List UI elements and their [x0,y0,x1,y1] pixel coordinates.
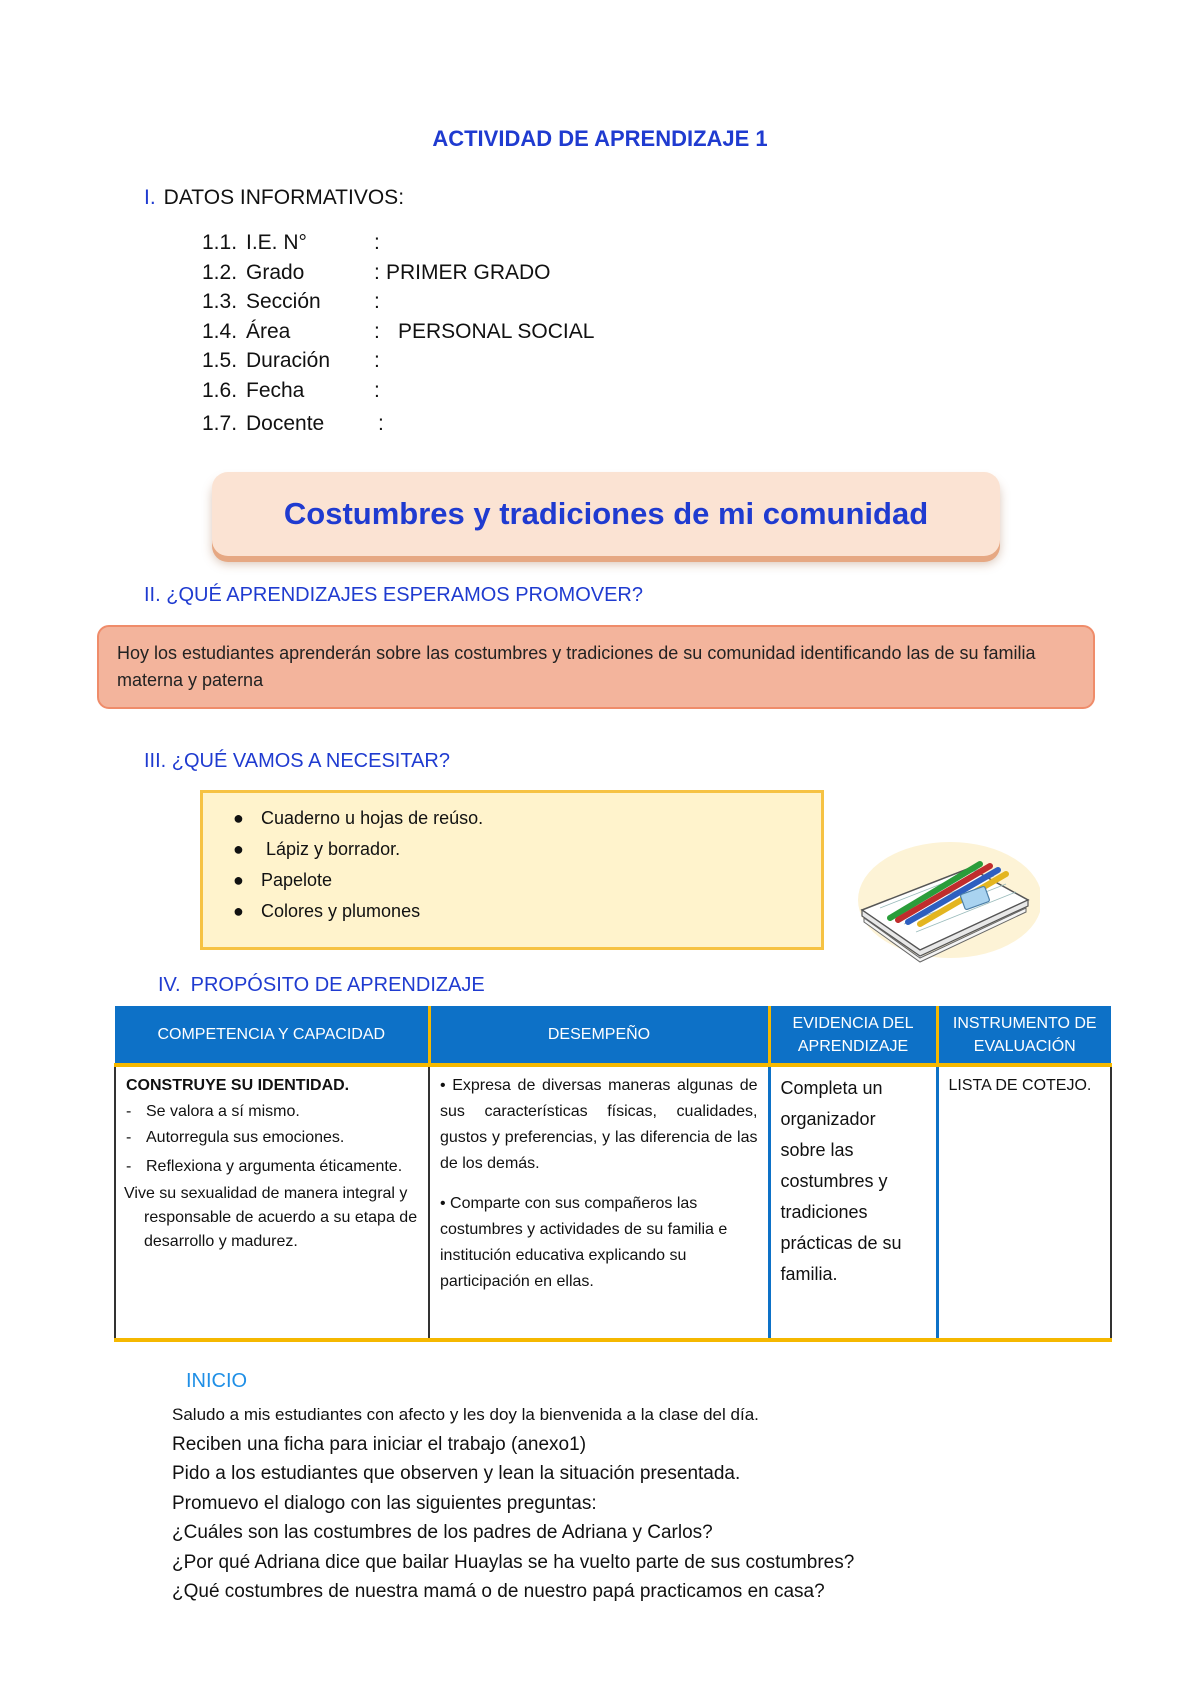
notebook-pencils-illustration [850,838,1040,968]
material-label: Colores y plumones [261,901,421,921]
row-label: Grado [246,260,305,284]
row-separator: : [374,349,380,372]
column-header-evidencia: EVIDENCIA DEL APRENDIZAJE [769,1006,937,1065]
section-roman-numeral: I. [144,186,156,209]
desempeno-item: • Comparte con sus compañeros las costumbres y actividades de su familia e institución educativa explicando su participación en ellas. [440,1195,728,1290]
row-number: 1.5. [202,349,238,372]
section-proposito-heading [158,974,485,997]
bullet-icon: ● [233,870,244,890]
section-necesitar-heading: III. ¿QUÉ VAMOS A NECESITAR? [144,750,450,772]
row-separator: : [374,231,380,254]
section-heading-text: DATOS INFORMATIVOS: [163,186,405,209]
list-item [233,834,821,865]
column-header-instrumento: INSTRUMENTO DE EVALUACIÓN [937,1006,1111,1065]
page-title: ACTIVIDAD DE APRENDIZAJE 1 [432,126,768,151]
datos-row-ie [202,228,594,258]
aprendizajes-description: Hoy los estudiantes aprenderán sobre las costumbres y tradiciones de su comunidad identificando las de su familia materna y paterna [97,625,1095,709]
table-row [115,1065,1111,1340]
inicio-body [172,1400,854,1607]
inicio-line: Promuevo el dialogo con las siguientes preguntas: [172,1492,597,1514]
row-label: Docente [246,412,325,435]
material-label: Lápiz y borrador. [261,839,401,859]
capacidad-extra: Vive su sexualidad de manera integral y responsable de acuerdo a su etapa de desarrollo y madurez. [124,1185,418,1250]
row-separator: : [374,260,380,284]
topic-banner: Costumbres y tradiciones de mi comunidad [212,472,1000,556]
table-header-row [115,1006,1111,1065]
row-number: 1.6. [202,378,238,402]
row-label: Duración [246,349,331,372]
datos-informativos-list [202,228,594,439]
capacidad-item: - Reflexiona y argumenta éticamente. [126,1155,418,1178]
inicio-line: ¿Qué costumbres de nuestra mamá o de nuestro papá practicamos en casa? [172,1581,825,1602]
section-datos-heading [144,186,404,210]
datos-row-seccion [202,287,594,317]
capacidad-item: - Se valora a sí mismo. [126,1099,418,1125]
row-separator: : [374,378,380,402]
cell-desempeno [429,1065,769,1340]
inicio-line: ¿Por qué Adriana dice que bailar Huaylas se ha vuelto parte de sus costumbres? [172,1551,855,1573]
section-roman-numeral: IV. [158,974,181,996]
bullet-icon: ● [233,808,244,828]
cell-evidencia: Completa un organizador sobre las costumbres y tradiciones prácticas de su familia. [769,1065,937,1340]
competencia-title: CONSTRUYE SU IDENTIDAD. [126,1077,350,1094]
row-label: I.E. N° [246,231,307,254]
inicio-line: Saludo a mis estudiantes con afecto y les doy la bienvenida a la clase del día. [172,1405,759,1424]
inicio-line: Pido a los estudiantes que observen y lean la situación presentada. [172,1463,741,1484]
desempeno-item: • Expresa de diversas maneras algunas de sus características físicas, cualidades, gustos y preferencias, y las diferencia de las de los demás. [440,1077,758,1172]
capacidad-label: Reflexiona y argumenta éticamente. [146,1158,403,1175]
bullet-icon: ● [233,839,244,859]
capacidad-label: Autorregula sus emociones. [146,1129,345,1146]
section-aprendizajes-heading: II. ¿QUÉ APRENDIZAJES ESPERAMOS PROMOVER? [144,584,643,606]
proposito-table [114,1006,1110,1342]
inicio-heading: INICIO [186,1370,248,1392]
row-separator: : [374,319,380,343]
row-separator: : [378,412,384,435]
material-label: Papelote [261,870,333,890]
datos-row-area [202,317,594,347]
row-number: 1.2. [202,260,238,284]
datos-row-duracion [202,346,594,376]
bullet-icon: ● [233,901,244,921]
capacidad-label: Se valora a sí mismo. [146,1103,300,1120]
cell-instrumento: LISTA DE COTEJO. [937,1065,1111,1340]
row-value: PERSONAL SOCIAL [398,319,595,343]
inicio-line: Reciben una ficha para iniciar el trabajo (anexo1) [172,1433,587,1455]
list-item [233,896,821,927]
inicio-line: ¿Cuáles son las costumbres de los padres de Adriana y Carlos? [172,1522,713,1543]
list-item [233,865,821,896]
section-heading-text: PROPÓSITO DE APRENDIZAJE [190,974,485,996]
datos-row-fecha [202,376,594,406]
row-label: Área [246,319,291,343]
row-number: 1.1. [202,231,238,254]
column-header-competencia: COMPETENCIA Y CAPACIDAD [115,1006,429,1065]
column-header-desempeno: DESEMPEÑO [429,1006,769,1065]
list-item [233,803,821,834]
row-value: PRIMER GRADO [386,260,551,284]
row-separator: : [374,290,380,313]
row-label: Sección [246,290,321,313]
datos-row-grado [202,258,594,288]
cell-competencia [115,1065,429,1340]
capacidad-item: - Autorregula sus emociones. [126,1125,418,1151]
datos-row-docente [202,409,594,439]
row-number: 1.7. [202,412,238,435]
row-number: 1.3. [202,290,238,313]
material-label: Cuaderno u hojas de reúso. [261,808,484,828]
row-label: Fecha [246,378,305,402]
materials-box [200,790,824,950]
row-number: 1.4. [202,319,238,343]
